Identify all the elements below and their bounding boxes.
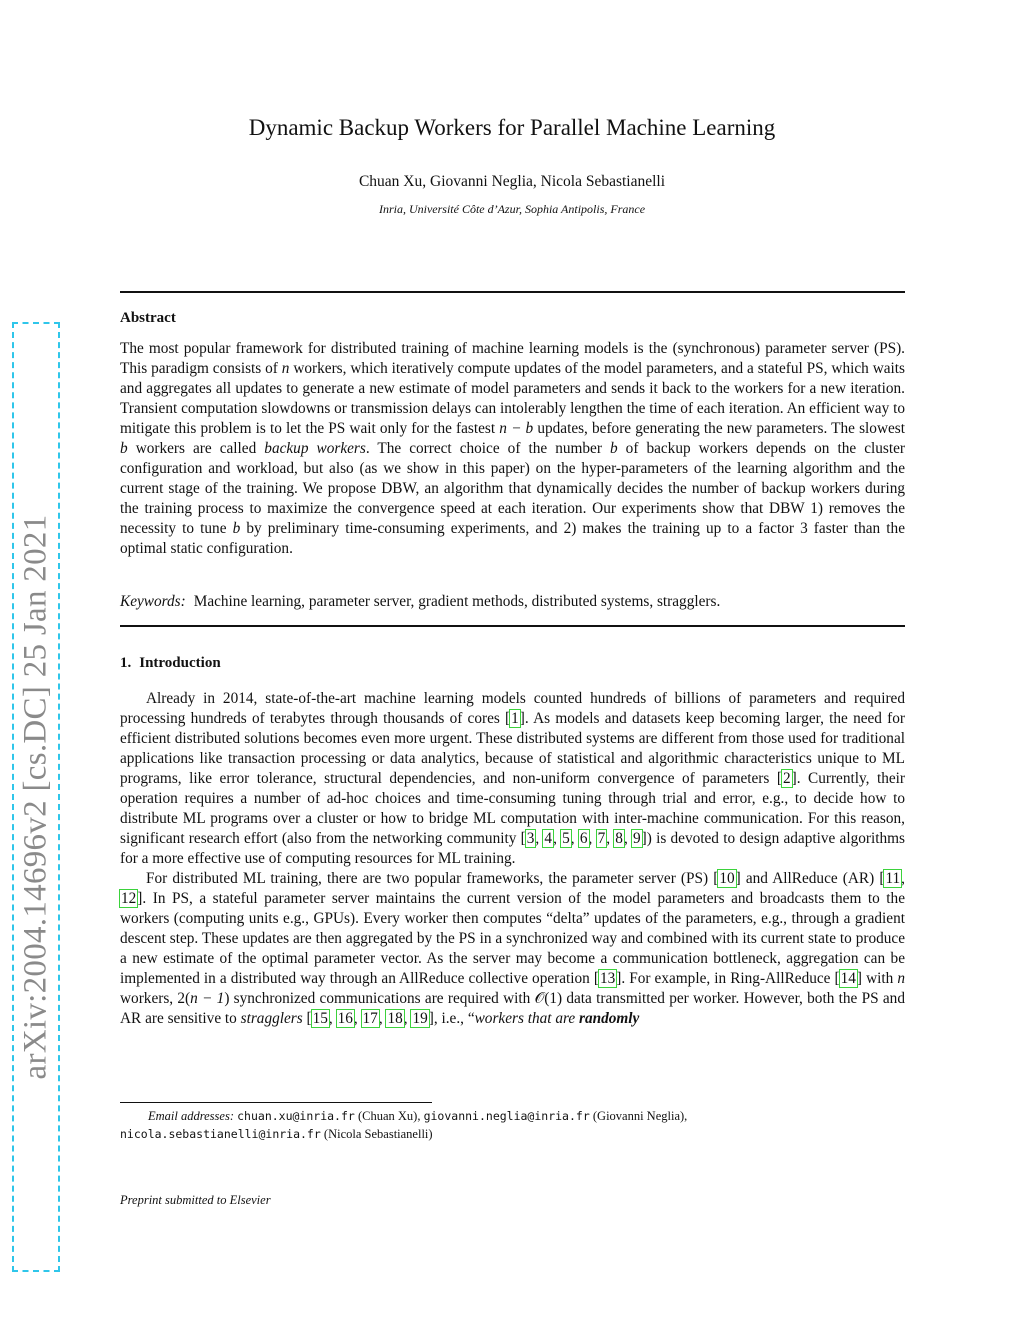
- abstract-text: of backup workers depends on the cluster configuration and workload, but also (as we show in this paper) on the hyper-parameters of the learning algorithm and the current stage of the training. We propose DBW, an algorithm that dynamically decides the number of backup workers during the training process to maximize the convergence speed at each iteration. Our experiments show that DBW 1) removes the necessity to tune: [120, 440, 905, 537]
- math-expr: n − b: [499, 420, 534, 437]
- abstract-text: . The correct choice of the number: [365, 440, 610, 457]
- paper-title: Dynamic Backup Workers for Parallel Machine Learning: [248, 115, 776, 140]
- citation-link[interactable]: 12: [121, 890, 137, 907]
- text-run: ]. Currently, their operation requires a number of ad-hoc choices and time-consuming tuning through trial and error, e.g., to decide how to distribute ML programs over a cluster or how to bridge ML computation with inter-machine communication. For this reason, significant research effort (also from the networking community [: [120, 770, 905, 847]
- text-run: ]. As models and datasets keep becoming larger, the need for efficient distributed solutions becomes even more urgent. These distributed systems are different from those used for traditional applications like transaction processing or data analytics, because of statistical and algorithmic characteristics unique to ML programs, like error tolerance, structural dependencies, and non-uniform convergence of parameters [: [120, 710, 906, 787]
- citation-link[interactable]: 7: [597, 830, 606, 847]
- citation-link[interactable]: 8: [615, 830, 623, 847]
- citation-link[interactable]: 18: [387, 1010, 403, 1027]
- emphasis-term: backup workers: [264, 440, 366, 457]
- citation-link[interactable]: 10: [719, 870, 735, 887]
- quote-text: workers that are: [474, 1010, 579, 1027]
- abstract-text: by preliminary time-consuming experiments, and 2) makes the training up to a factor 3 faster than the optimal static configuration.: [120, 520, 905, 557]
- arxiv-sidebar-stamp: [12, 322, 60, 1272]
- math-var: n: [897, 970, 905, 987]
- math-expr: n − 1: [190, 990, 225, 1007]
- math-var: b: [120, 440, 128, 457]
- emphasis-term: stragglers: [240, 1010, 303, 1027]
- text-run: ] with: [856, 970, 898, 987]
- text-run: Already in 2014, state-of-the-art machine learning models counted hundreds of billions of parameters and required processing hundreds of terabytes through thousands of cores [: [120, 690, 905, 727]
- citation-link[interactable]: 16: [337, 1010, 353, 1027]
- abstract-text: The most popular framework for distributed training of machine learning models is the (synchronous) parameter server (PS). This paradigm consists of: [120, 340, 905, 377]
- arxiv-identifier: arXiv:2004.14696v2 [cs.DC] 25 Jan 2021: [17, 514, 54, 1080]
- quote-emphasis: randomly: [579, 1010, 640, 1027]
- abstract-text: workers are called: [127, 440, 265, 457]
- text-run: ]. In PS, a stateful parameter server maintains the current version of the model parameters and broadcasts them to the workers (computing units e.g., GPUs). Every worker then computes “delta” updates of the parameters, e.g., through a gradient descent step. These updates are then aggregated by the PS in a synchronized way and combined with its current state to produce a new estimate of the optimal parameter vector. As the server may become a communication bottleneck, aggregation can be implemented in a distributed way through an AllReduce collective operation [: [120, 890, 905, 987]
- abstract-text: workers, which iteratively compute updates of the model parameters, and a stateful PS, which waits and aggregates all updates to generate a new estimate of model parameters and sends it back to the workers for a new iteration. Transient computation slowdowns or transmission delays can intolerably lengthen the time of each iteration. An efficient way to mitigate this problem is to let the PS wait only for the fastest: [120, 360, 905, 437]
- text-run: ]) is devoted to design adaptive algorithms for a more effective use of computing resources for ML training.: [120, 830, 905, 867]
- citation-link[interactable]: 19: [412, 1010, 428, 1027]
- math-var: n: [281, 360, 290, 377]
- abstract-heading: Abstract: [120, 310, 176, 326]
- text-run: ) synchronized communications are required with 𝒪(1) data transmitted per worker. However, both the PS and AR are sensitive to: [120, 990, 905, 1027]
- citation-link[interactable]: 6: [579, 830, 588, 847]
- email-link[interactable]: giovanni.neglia@inria.fr: [423, 1109, 590, 1123]
- section-heading: [120, 655, 221, 672]
- section-title: Introduction: [139, 655, 221, 671]
- paper-authors: Chuan Xu, Giovanni Neglia, Nicola Sebastianelli: [358, 173, 666, 190]
- text-run: For distributed ML training, there are two popular frameworks, the parameter server (PS) [: [146, 870, 719, 887]
- citation-link[interactable]: 5: [562, 830, 570, 847]
- citation-link[interactable]: 13: [599, 970, 616, 987]
- citation-link[interactable]: 2: [782, 770, 791, 787]
- keywords: [120, 593, 905, 611]
- citation-link[interactable]: 3: [526, 830, 535, 847]
- footnote-label: Email addresses:: [148, 1109, 234, 1123]
- citation-link[interactable]: 15: [312, 1010, 328, 1027]
- abstract-top-rule: [120, 291, 905, 293]
- citation-link[interactable]: 4: [544, 830, 553, 847]
- citation-link[interactable]: 17: [362, 1010, 378, 1027]
- text-run: workers, 2(: [120, 990, 191, 1007]
- footnote-name: (Chuan Xu),: [357, 1109, 421, 1123]
- keywords-label: Keywords:: [120, 593, 186, 610]
- section-number: 1.: [120, 655, 132, 671]
- text-run: ] and AllReduce (AR) [: [735, 870, 885, 887]
- math-var: b: [609, 440, 618, 457]
- footnote-rule: [120, 1102, 432, 1103]
- citation-link[interactable]: 14: [840, 970, 856, 987]
- citation-link[interactable]: 1: [511, 710, 519, 727]
- citation-link[interactable]: 11: [885, 870, 901, 887]
- preprint-note: Preprint submitted to Elsevier: [120, 1193, 271, 1207]
- keywords-text: Machine learning, parameter server, gradient methods, distributed systems, stragglers.: [193, 593, 721, 610]
- abstract-bottom-rule: [120, 625, 905, 627]
- footnote-name: (Nicola Sebastianelli): [323, 1127, 433, 1141]
- footnote-emails: [120, 1107, 905, 1143]
- introduction-body: [120, 689, 905, 1029]
- paper-affiliation: Inria, Université Côte d’Azur, Sophia Antipolis, France: [378, 202, 646, 216]
- email-link[interactable]: nicola.sebastianelli@inria.fr: [120, 1127, 321, 1141]
- paragraph: Already in 2014, state-of-the-art machine learning models counted hundreds of billions of parameters and required processing hundreds of terabytes through thousands of cores [1]. As models and datasets keep becoming larger, the need for efficient distributed solutions becomes even more urgent. These distributed systems are different from those used for traditional applications like transaction processing or data analytics, because of statistical and algorithmic characteristics unique to ML programs, like error tolerance, structural dependencies, and non-uniform convergence of parameters [2]. Currently, their operation requires a number of ad-hoc choices and time-consuming tuning through trial and error, e.g., to decide how to distribute ML programs over a cluster or how to bridge ML computation with inter-machine communication. For this reason, significant research effort (also from the networking community [3, 4, 5, 6, 7, 8, 9]) is devoted to design adaptive algorithms for a more effective use of computing resources for ML training.: [120, 690, 906, 867]
- math-var: b: [232, 520, 241, 537]
- email-link[interactable]: chuan.xu@inria.fr: [237, 1109, 355, 1123]
- text-run: ], i.e., “: [428, 1010, 475, 1027]
- abstract-text: updates, before generating the new parameters. The slowest: [533, 420, 905, 437]
- citation-link[interactable]: 9: [633, 830, 641, 847]
- text-run: ]. For example, in Ring-AllReduce [: [616, 970, 840, 987]
- abstract-body: [120, 339, 905, 559]
- text-run: [: [302, 1010, 312, 1027]
- footnote-name: (Giovanni Neglia),: [592, 1109, 688, 1123]
- paragraph: For distributed ML training, there are two popular frameworks, the parameter server (PS) [10] and AllReduce (AR) [11, 12]. In PS, a stateful parameter server maintains the current version of the model parameters and broadcasts them to the workers (computing units e.g., GPUs). Every worker then computes “delta” updates of the parameters, e.g., through a gradient descent step. These updates are then aggregated by the PS in a synchronized way and combined with its current state to produce a new estimate of the optimal parameter vector. As the server may become a communication bottleneck, aggregation can be implemented in a distributed way through an AllReduce collective operation [13]. For example, in Ring-AllReduce [14] with n workers, 2(n − 1) synchronized communications are required with 𝒪(1) data transmitted per worker. However, both the PS and AR are sensitive to stragglers [15, 16, 17, 18, 19], i.e., “workers that are randomly: [120, 870, 905, 1027]
